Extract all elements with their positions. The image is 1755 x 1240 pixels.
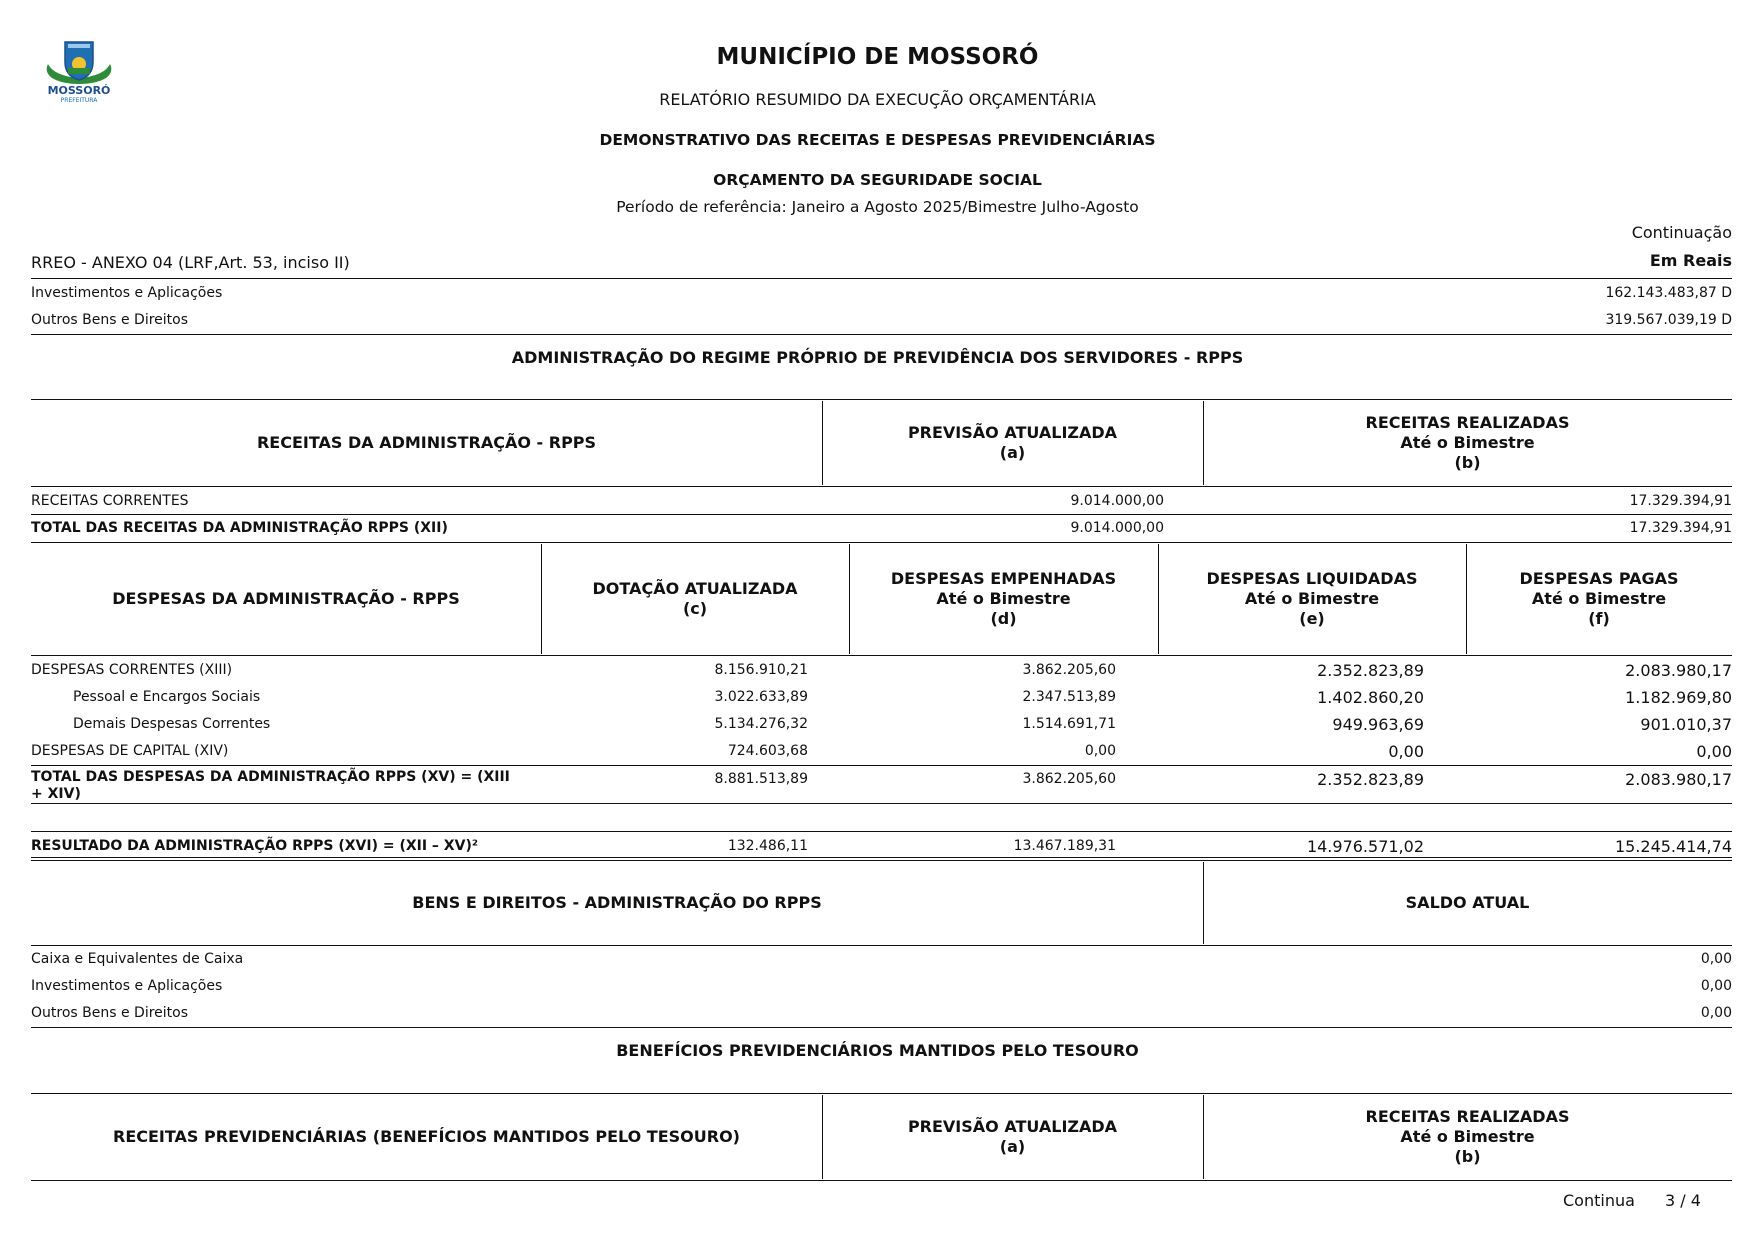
header-expense-label <box>31 544 541 654</box>
header-text: RECEITAS DA ADMINISTRAÇÃO - RPPS <box>256 433 597 452</box>
header-text: RECEITAS REALIZADAS <box>1365 413 1570 432</box>
row-value: 319.567.039,19 D <box>1605 312 1732 328</box>
table-row <box>31 684 1732 710</box>
value-d: 3.862.205,60 <box>1022 662 1116 678</box>
row-label: RECEITAS CORRENTES <box>31 493 189 509</box>
table-row <box>31 1000 1732 1026</box>
header-text: (c) <box>682 599 708 618</box>
header-text: (f) <box>1588 609 1610 628</box>
unit-label: Em Reais <box>1649 251 1732 270</box>
row-value: 0,00 <box>1700 1005 1732 1021</box>
page-number: 3 / 4 <box>1665 1191 1701 1210</box>
row-value: 162.143.483,87 D <box>1605 285 1732 301</box>
row-label: Pessoal e Encargos Sociais <box>73 689 261 705</box>
logo-sub: PREFEITURA <box>60 97 98 104</box>
value-c: 3.022.633,89 <box>714 689 808 705</box>
logo-name: MOSSORÓ <box>47 84 111 97</box>
row-label: Caixa e Equivalentes de Caixa <box>31 951 244 967</box>
header-balance <box>1203 862 1732 944</box>
header-text: DESPESAS EMPENHADAS <box>890 569 1117 588</box>
value-c: 5.134.276,32 <box>714 716 808 732</box>
header-text: RECEITAS PREVIDENCIÁRIAS (BENEFÍCIOS MANTIDOS PELO TESOURO) <box>113 1127 740 1146</box>
row-value: 0,00 <box>1700 978 1732 994</box>
forecast-value: 9.014.000,00 <box>1070 493 1164 509</box>
header-text: Até o Bimestre <box>936 589 1071 608</box>
header-text: (a) <box>999 1137 1026 1156</box>
header-liquidadas <box>1158 544 1466 654</box>
realized-value: 17.329.394,91 <box>1629 493 1732 509</box>
header-text: DOTAÇÃO ATUALIZADA <box>592 579 798 598</box>
header-text: DESPESAS LIQUIDADAS <box>1206 569 1418 588</box>
section-title: BENEFÍCIOS PREVIDENCIÁRIOS MANTIDOS PELO TESOURO <box>616 1041 1139 1060</box>
divider <box>31 1093 1732 1094</box>
header-text: PREVISÃO ATUALIZADA <box>907 1117 1118 1136</box>
table-row-result <box>31 833 1732 859</box>
header-text: (a) <box>999 443 1026 462</box>
value-e: 0,00 <box>1388 742 1424 761</box>
row-label: Investimentos e Aplicações <box>31 978 223 994</box>
header-text: (b) <box>1454 1147 1481 1166</box>
header-forecast <box>822 1095 1203 1179</box>
header-text: BENS E DIREITOS - ADMINISTRAÇÃO DO RPPS <box>412 893 822 912</box>
table-row-total <box>31 766 1732 802</box>
label-line: + XIV) <box>31 786 81 802</box>
divider <box>31 860 1732 861</box>
value-e: 2.352.823,89 <box>1317 770 1424 789</box>
value-d: 0,00 <box>1084 743 1116 759</box>
value-d: 1.514.691,71 <box>1022 716 1116 732</box>
row-label: DESPESAS DE CAPITAL (XIV) <box>31 743 229 759</box>
row-label: RESULTADO DA ADMINISTRAÇÃO RPPS (XVI) = (XII – XV)² <box>31 838 478 854</box>
divider <box>31 278 1732 279</box>
header-text: DESPESAS PAGAS <box>1519 569 1679 588</box>
continuation-label: Continuação <box>1631 223 1732 242</box>
municipality-title: MUNICÍPIO DE MOSSORÓ <box>716 44 1039 70</box>
table-row <box>31 280 1732 306</box>
divider <box>31 334 1732 335</box>
header-text: (d) <box>990 609 1017 628</box>
value-e: 14.976.571,02 <box>1306 837 1424 856</box>
divider <box>31 831 1732 832</box>
value-f: 2.083.980,17 <box>1625 770 1732 789</box>
table-row <box>31 946 1732 972</box>
report-title: RELATÓRIO RESUMIDO DA EXECUÇÃO ORÇAMENTÁRIA <box>659 90 1096 109</box>
header-text: DESPESAS DA ADMINISTRAÇÃO - RPPS <box>112 589 460 608</box>
value-e: 949.963,69 <box>1332 715 1424 734</box>
value-d: 3.862.205,60 <box>1022 771 1116 787</box>
table-row-total <box>31 515 1732 541</box>
header-text: Até o Bimestre <box>1244 589 1380 608</box>
divider <box>31 1180 1732 1181</box>
header-text: (e) <box>1299 609 1325 628</box>
value-f: 15.245.414,74 <box>1614 837 1732 856</box>
header-realized <box>1203 1095 1732 1179</box>
header-text: PREVISÃO ATUALIZADA <box>907 423 1118 442</box>
section-title: ADMINISTRAÇÃO DO REGIME PRÓPRIO DE PREVIDÊNCIA DOS SERVIDORES - RPPS <box>511 348 1244 367</box>
header-text: RECEITAS REALIZADAS <box>1365 1107 1570 1126</box>
value-d: 13.467.189,31 <box>1013 838 1116 854</box>
header-forecast <box>822 401 1203 485</box>
header-empenhadas <box>849 544 1158 654</box>
divider <box>31 486 1732 487</box>
row-label <box>31 769 510 803</box>
table-row <box>31 488 1732 514</box>
divider <box>31 399 1732 400</box>
table-row <box>31 738 1732 764</box>
header-text: Até o Bimestre <box>1400 1127 1535 1146</box>
statement-title: DEMONSTRATIVO DAS RECEITAS E DESPESAS PREVIDENCIÁRIAS <box>599 131 1156 149</box>
table-row <box>31 973 1732 999</box>
value-f: 2.083.980,17 <box>1625 661 1732 680</box>
value-e: 2.352.823,89 <box>1317 661 1424 680</box>
value-d: 2.347.513,89 <box>1022 689 1116 705</box>
divider <box>31 857 1732 858</box>
value-c: 8.156.910,21 <box>714 662 808 678</box>
continues-label: Continua <box>1563 1191 1635 1210</box>
value-f: 0,00 <box>1696 742 1732 761</box>
row-label: TOTAL DAS RECEITAS DA ADMINISTRAÇÃO RPPS (XII) <box>31 520 448 536</box>
forecast-value: 9.014.000,00 <box>1070 520 1164 536</box>
header-text: Até o Bimestre <box>1400 433 1535 452</box>
header-dotacao <box>541 544 849 654</box>
header-text: (b) <box>1454 453 1481 472</box>
value-f: 1.182.969,80 <box>1625 688 1732 707</box>
row-label: Investimentos e Aplicações <box>31 285 223 301</box>
header-text: SALDO ATUAL <box>1405 893 1530 912</box>
row-label: DESPESAS CORRENTES (XIII) <box>31 662 233 678</box>
header-treasury-label <box>31 1095 822 1179</box>
realized-value: 17.329.394,91 <box>1629 520 1732 536</box>
value-c: 724.603,68 <box>727 743 808 759</box>
value-c: 8.881.513,89 <box>714 771 808 787</box>
header-pagas <box>1466 544 1732 654</box>
row-label: Demais Despesas Correntes <box>73 716 271 732</box>
value-f: 901.010,37 <box>1640 715 1732 734</box>
row-label: Outros Bens e Direitos <box>31 1005 189 1021</box>
divider <box>31 655 1732 656</box>
annex-label: RREO - ANEXO 04 (LRF,Art. 53, inciso II) <box>31 253 350 272</box>
budget-title: ORÇAMENTO DA SEGURIDADE SOCIAL <box>713 171 1042 189</box>
row-label: Outros Bens e Direitos <box>31 312 189 328</box>
row-value: 0,00 <box>1700 951 1732 967</box>
value-e: 1.402.860,20 <box>1317 688 1424 707</box>
header-realized <box>1203 401 1732 485</box>
header-assets-label <box>31 862 1203 944</box>
header-revenue-label <box>31 401 822 485</box>
table-row <box>31 307 1732 333</box>
table-row <box>31 711 1732 737</box>
value-c: 132.486,11 <box>727 838 808 854</box>
divider <box>31 542 1732 543</box>
header-text: Até o Bimestre <box>1531 589 1667 608</box>
period-text: Período de referência: Janeiro a Agosto 2025/Bimestre Julho-Agosto <box>616 198 1139 216</box>
table-row <box>31 657 1732 683</box>
label-line: TOTAL DAS DESPESAS DA ADMINISTRAÇÃO RPPS (XV) = (XIII <box>31 769 510 785</box>
divider <box>31 803 1732 804</box>
divider <box>31 1027 1732 1028</box>
